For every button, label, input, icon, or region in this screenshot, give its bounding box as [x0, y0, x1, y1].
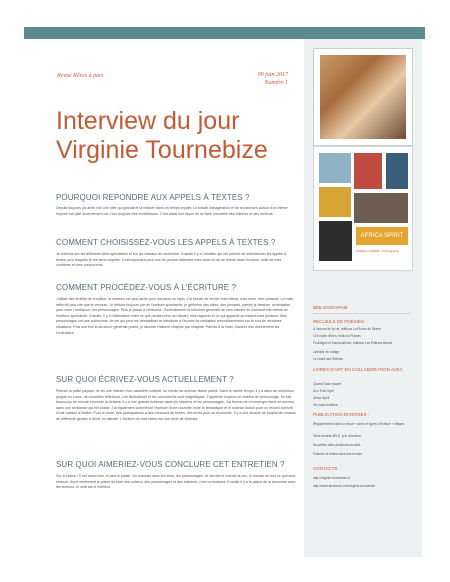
publication-item: Poèmes et textes dans des revues — [313, 452, 362, 456]
recueil-item: L'Envolée d'Elen, éditions Plumes — [313, 334, 361, 338]
publications-title: PUBLICATION DIVERSES : — [313, 412, 370, 417]
recueil-item: À l'aurore de la vie, éditions La Plume de Sirène — [313, 327, 381, 331]
photo-caption: KAREN LANDER · Photography — [356, 249, 400, 253]
section-text: Je cherche sur les différents sites spécialisés et sur les réseaux de recherche. Ensuite il y a l'intuition qui me permet de sélectionner les appels à textes pour lesquels je me sens inspirée. Il est important pour moi de pouvoir défendre mes choix et de ne retenir dans l'écriture, celle de mes confrères et mes concurrents. — [56, 252, 286, 268]
author-photo-frame — [313, 48, 413, 146]
section-heading: SUR QUOI ÉCRIVEZ-VOUS ACTUELLEMENT ? — [56, 375, 234, 384]
book-cover — [354, 153, 382, 189]
book-cover — [319, 187, 351, 217]
publication-item: Texte lauréat AELE, prix d'écriture — [313, 434, 361, 438]
title-line-1: Interview du jour — [56, 107, 240, 135]
issue-date: 09 juin 2017 — [257, 72, 288, 78]
contacts-title: CONTACTS — [313, 466, 338, 471]
bibliography-title: BIBLIOGRAPHIE — [313, 305, 348, 310]
livre-item: Africa Spirit — [313, 396, 330, 400]
section-text: Sur le plaisir ! C'est avant tout, et plus le plaisir. On s'amuse avec les mots, les personnages. Je dérobe le monde du jeu, le monde de tout ce qui nous entoure. Avoir réellement le plaisir de faire des univers, des personnages et des histoires, c'est un bonheur. Ensuite il y a le plaisir de la rencontre avec les lecteurs, et cela est le meilleur. — [56, 474, 296, 490]
livre-item: Quand l'Asie inspire — [313, 382, 342, 386]
livre-item: Vie sans frontière — [313, 403, 338, 407]
page-title — [56, 107, 306, 165]
divider — [313, 313, 411, 314]
book-cover — [386, 153, 408, 189]
book-covers — [313, 146, 413, 271]
book-cover — [319, 221, 352, 261]
livre-item: Duo Trail Light — [313, 389, 334, 393]
issue-number: Numéro 1 — [264, 80, 288, 86]
book-cover — [354, 193, 408, 223]
livres-title: LIVRES D'ART EN COLLABORATION AVEC — [313, 367, 403, 372]
recueil-item: Feuillages et boursouflures, éditions Les Éditions Bande — [313, 341, 393, 345]
recueil-item: Libellule en voltige — [313, 350, 340, 354]
magazine-name: Revue Rêves à part — [57, 73, 104, 79]
title-line-2: Virginie Tournebize — [56, 136, 268, 164]
book-cover — [319, 153, 351, 183]
contact-link[interactable]: http://virginie-tournebize.fr — [313, 476, 350, 480]
recueil-item: Le chant des Sirènes — [313, 357, 343, 361]
top-bar — [24, 27, 425, 39]
publication-item: Régulièrement dans la revue « Aires et lignes d'écriture » Belges — [313, 422, 405, 426]
contact-link[interactable]: http://www.facebook.com/virginie.tournebize — [313, 484, 376, 488]
section-text: Pierrick la paille paysan. Je vis une histoire d'un caractère collectif, un roman de science-fiction publié. Dans le même temps, il y a dans de nombreux projets en cours, de nouvelles réflexions. Les illustrations et les couvertures sont magnifiques. J'apprécie toujours ce cinéma de personnage. En fait, beaucoup de monde s'invente là-dedans, il y a une grande richesse dans les histoires et les personnages. J'ai besoin de m'immerger dans un univers, dans une ambiance qui me plaise. J'ai également commencé l'écriture d'une nouvelle entre le fantastique et le science-fiction pour un recueil collectif d'une maison d'édition. Pour le reste, des participations à des concours de textes, des livres pour un ensemble. Il y a une dizaine de projets de romans de différents genres à l'écrit, en attente. L'écriture de mes idées est une série de rêveries. — [56, 389, 296, 421]
section-heading: POURQUOI REPONDRE AUX APPELS À TEXTES ? — [56, 193, 250, 202]
section-heading: COMMENT PROCÉDEZ-VOUS À L'ÉCRITURE ? — [56, 283, 237, 292]
section-heading: SUR QUOI AIMERIEZ-VOUS CONCLURE CET ENTRETIEN ? — [56, 460, 285, 469]
book-cover-africa: AFRICA SPIRIT — [356, 227, 408, 245]
section-text: Depuis toujours j'ai aimé voir une idée qui grandit et la réaliser dans un temps imparti. Le travail d'imagination et de recherches autour d'un thème imposé me plaît énormément car c'est toujours très enrichissant. C'est aussi une façon de se faire connaître des éditeurs et des lecteurs. — [56, 206, 288, 216]
author-photo — [320, 55, 406, 139]
section-heading: COMMENT CHOISISSEZ-VOUS LES APPELS À TEXTES ? — [56, 238, 276, 247]
recueils-title: RECUEILS DE POÉSIES : — [313, 319, 367, 324]
publication-item: Nouvelles dans plusieurs recueils — [313, 443, 361, 447]
issue-info — [258, 71, 288, 87]
section-text: J'utilise des feuilles de brouillon, la création est plus facile pour moi avec un stylo. J'ai besoin de former mes lettres, mes mots, mes phrases. La main réfléchit plus vite que le cerveau. Je débute toujours par de l'écriture spontanée, je griffonne des idées, des phrases, parfois je dessine, schématise pour créer l'ambiance, les personnages. Puis je passe à l'ébauche. Généralement la structure générale de mon histoire se construit elle-même de l'écriture spontanée. Ensuite, il y a l'alternative entre ce que j'avais prévu au départ, mes rapports et ce qui apparaît au travers mes phrases. Mes personnages ont une autonomie, de vie qui peut me déstabiliser et introduire à l'écoute de véritables rebondissements sur le sort de certaines situations. Puis une fois la structure générale posée, je raconte l'histoire chapitre par chapitre. Parfois à la main, d'autres fois directement sur l'ordinateur. — [56, 297, 294, 335]
